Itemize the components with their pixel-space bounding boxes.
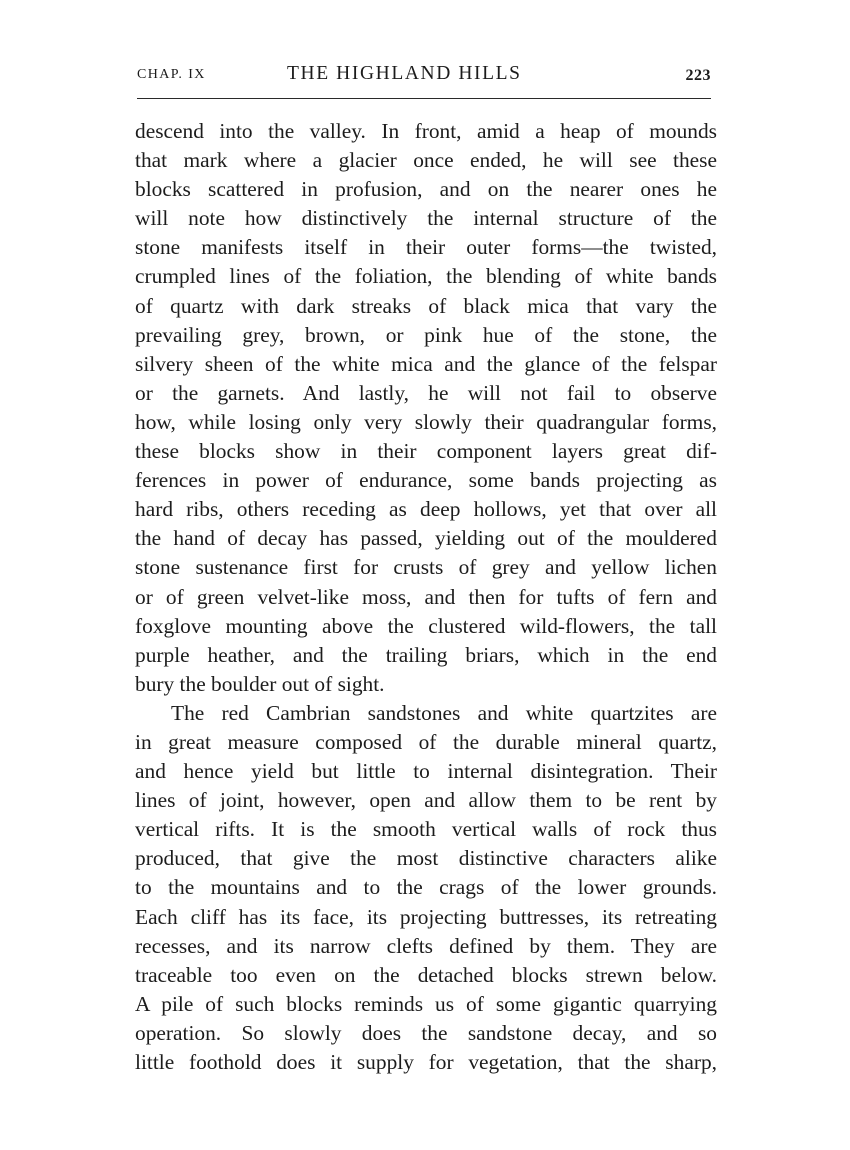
text-line: blocks scattered in profusion, and on the nearer ones he [135, 177, 717, 202]
text-line: the hand of decay has passed, yielding out of the mouldered [135, 526, 717, 551]
text-line: operation. So slowly does the sandstone decay, and so [135, 1020, 717, 1045]
text-line: of quartz with dark streaks of black mica that vary the [135, 293, 717, 318]
text-line: silvery sheen of the white mica and the glance of the felspar [135, 351, 717, 376]
text-line: prevailing grey, brown, or pink hue of the stone, the [135, 322, 717, 347]
text-line: The red Cambrian sandstones and white quartzites are [171, 700, 717, 725]
text-line: in great measure composed of the durable mineral quartz, [135, 729, 717, 754]
text-line: traceable too even on the detached blocks strewn below. [135, 962, 717, 987]
text-line: ferences in power of endurance, some bands projecting as [135, 468, 717, 493]
body-text [135, 117, 717, 1077]
text-line: recesses, and its narrow clefts defined by them. They are [135, 933, 717, 958]
text-line: crumpled lines of the foliation, the blending of white bands [135, 264, 717, 289]
text-line: to the mountains and to the crags of the lower grounds. [135, 875, 717, 900]
page-number: 223 [685, 67, 711, 84]
text-line: stone sustenance first for crusts of grey and yellow lichen [135, 555, 717, 580]
text-line: vertical rifts. It is the smooth vertical walls of rock thus [135, 817, 717, 842]
text-line: will note how distinctively the internal structure of the [135, 206, 717, 231]
text-line: purple heather, and the trailing briars, which in the end [135, 642, 717, 667]
header-rule [137, 98, 711, 99]
text-line: or of green velvet-like moss, and then for tufts of fern and [135, 584, 717, 609]
running-title: THE HIGHLAND HILLS [287, 63, 522, 84]
text-line: stone manifests itself in their outer forms—the twisted, [135, 235, 717, 260]
text-line: these blocks show in their component layers great dif- [135, 439, 717, 464]
text-line: hard ribs, others receding as deep hollows, yet that over all [135, 497, 717, 522]
text-line: lines of joint, however, open and allow them to be rent by [135, 788, 717, 813]
text-line: Each cliff has its face, its projecting buttresses, its retreating [135, 904, 717, 929]
running-head [137, 63, 711, 91]
text-line: A pile of such blocks reminds us of some gigantic quarrying [135, 991, 717, 1016]
chapter-label: CHAP. IX [137, 67, 206, 82]
text-line: bury the boulder out of sight. [135, 671, 385, 696]
text-line: that mark where a glacier once ended, he will see these [135, 148, 717, 173]
text-line: how, while losing only very slowly their quadrangular forms, [135, 409, 717, 434]
text-line: or the garnets. And lastly, he will not fail to observe [135, 380, 717, 405]
text-line: foxglove mounting above the clustered wild-flowers, the tall [135, 613, 717, 638]
text-line: little foothold does it supply for vegetation, that the sharp, [135, 1050, 717, 1074]
text-line: descend into the valley. In front, amid a heap of mounds [135, 119, 717, 143]
text-line: produced, that give the most distinctive characters alike [135, 846, 717, 871]
text-line: and hence yield but little to internal disintegration. Their [135, 759, 717, 784]
